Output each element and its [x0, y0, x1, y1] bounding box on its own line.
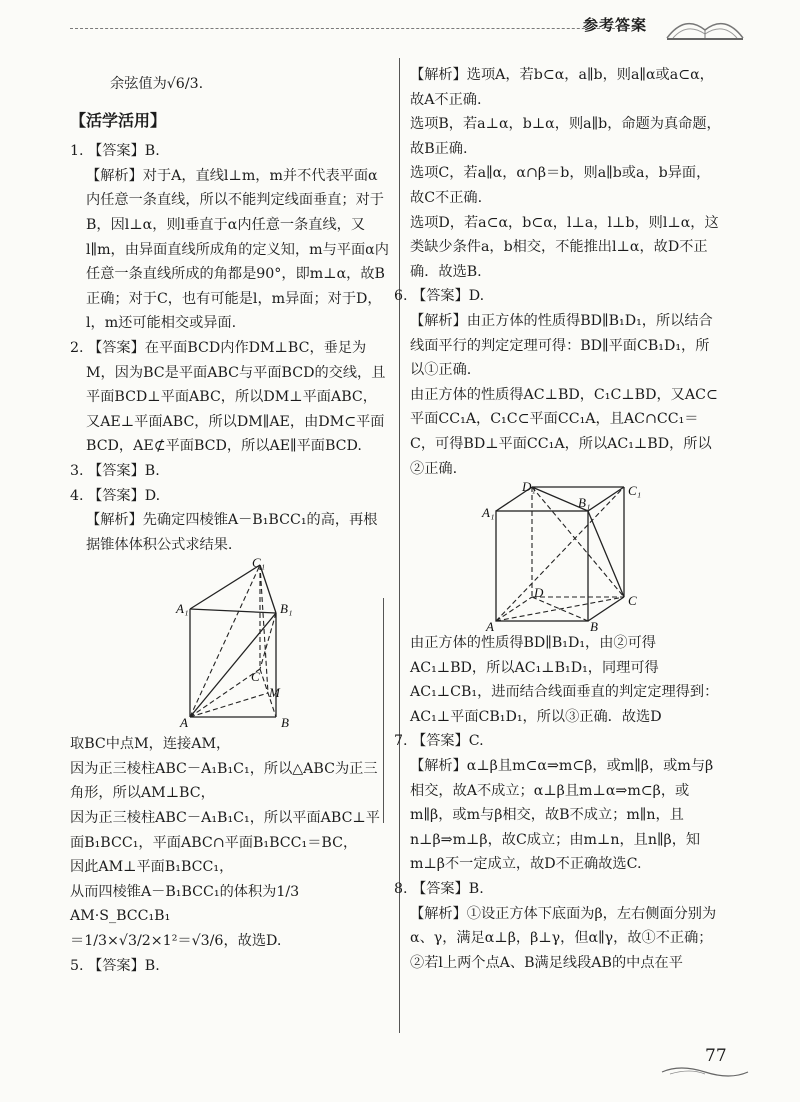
after-fig-3: 因为正三棱柱ABC－A₁B₁C₁，所以平面ABC⊥平面B₁BCC₁，平面ABC∩平面B₁BCC₁＝BC，: [70, 810, 380, 851]
prism-figure: [70, 557, 390, 732]
cube-figure: [410, 481, 722, 631]
label-b1: B₁: [280, 601, 293, 617]
page-ornament-icon: [660, 1064, 750, 1080]
label-a-cube: A: [486, 619, 494, 632]
label-a1-cube: A₁: [482, 505, 495, 521]
q5-analysis-b: 选项B，若a⊥α，b⊥α，则a∥b，命题为真命题，故B正确.: [410, 116, 721, 157]
q6-answer: 6. 【答案】D.: [394, 288, 485, 305]
q4-answer: 4. 【答案】D.: [70, 487, 161, 504]
header-title: 参考答案: [583, 16, 648, 34]
after-fig-4: 因此AM⊥平面B₁BCC₁，: [70, 859, 234, 876]
q8-answer: 8. 【答案】B.: [394, 881, 484, 898]
label-b-cube: B: [590, 619, 598, 632]
after-fig-5: 从而四棱锥A－B₁BCC₁的体积为1/3 AM·S_BCC₁B₁: [70, 883, 300, 925]
intro-line: 余弦值为√6/3.: [110, 76, 204, 92]
right-column: [394, 63, 722, 975]
q7-analysis: 【解析】α⊥β且m⊂α⇒m⊂β，或m∥β，或m与β相交，故A不成立；α⊥β且m⊥α⇒m⊂β，或m∥β，或m与β相交，故B不成立；m∥n，且n⊥β⇒m⊥β，故C成立；由m⊥n，且n∥β，知m⊥β不一定成立，故D不正确故选C.: [410, 758, 714, 873]
q6-para-2: 由正方体的性质得AC⊥BD，C₁C⊥BD，又AC⊂平面CC₁A，C₁C⊂平面CC₁A，且AC∩CC₁＝C，可得BD⊥平面CC₁A，所以AC₁⊥BD，所以②正确.: [410, 386, 718, 477]
label-b: B: [281, 715, 289, 731]
q5-analysis-c: 选项C，若a∥α，α∩β＝b，则a∥b或a，b异面，故C不正确.: [410, 165, 711, 206]
q1-answer: 1. 【答案】B.: [70, 143, 160, 160]
q8-para-2: ②若l上两个点A、B满足线段AB的中点在平: [410, 954, 683, 971]
q8-analysis: 【解析】①设正方体下底面为β，左右侧面分别为α、γ，满足α⊥β，β⊥γ，但α∥γ，故①不正确；: [410, 905, 717, 947]
label-c: C: [251, 669, 260, 685]
after-fig-6: ＝1/3×√3/2×1²＝√3/6，故选D.: [70, 933, 282, 950]
after-fig-2: 因为正三棱柱ABC－A₁B₁C₁，所以△ABC为正三角形，所以AM⊥BC，: [70, 760, 378, 802]
page-number: 77: [705, 1046, 727, 1066]
label-d: D: [534, 585, 544, 601]
book-ornament-icon: [665, 8, 745, 42]
q5-analysis-a: 【解析】选项A，若b⊂α，a∥b，则a∥α或a⊂α，故A不正确.: [410, 67, 714, 108]
q6-para-3: 由正方体的性质得BD∥B₁D₁，由②可得AC₁⊥BD，所以AC₁⊥B₁D₁，同理可得AC₁⊥CB₁，进而结合线面垂直的判定定理得到：AC₁⊥平面CB₁D₁，所以③正确．故选D: [410, 635, 719, 725]
label-d1: D₁: [522, 481, 536, 495]
q5-analysis-d: 选项D，若a⊂α，b⊂α，l⊥a，l⊥b，则l⊥α，这类缺少条件a，b相交，不能推出l⊥α，故D不正确．故选B.: [410, 214, 719, 280]
label-a1: A₁: [176, 601, 189, 617]
q4-analysis: 【解析】先确定四棱锥A－B₁BCC₁的高，再根据锥体体积公式求结果.: [86, 512, 378, 553]
q6-analysis: 【解析】由正方体的性质得BD∥B₁D₁，所以结合线面平行的判定定理可得：BD∥平面CB₁D₁，所以①正确.: [410, 312, 713, 379]
label-m: M: [269, 685, 280, 701]
q1-analysis: 【解析】对于A，直线l⊥m，m并不代表平面α内任意一条直线，所以不能判定线面垂直；对于B，因l⊥α，则l垂直于α内任意一条直线，又l∥m，由异面直线所成角的定义知，m与平面α内任意一条直线所成的角都是90°，即m⊥α，故B正确；对于C，也有可能是l，m异面；对于D，l，m还可能相交或异面.: [86, 167, 389, 332]
q2-answer: 2. 【答案】在平面BCD内作DM⊥BC，垂足为M，因为BC是平面ABC与平面BCD的交线，且平面BCD⊥平面ABC，所以DM⊥平面ABC，又AE⊥平面ABC，所以DM∥AE，由DM⊂平面BCD，AE⊄平面BCD，所以AE∥平面BCD.: [70, 339, 386, 455]
section-title: 【活学活用】: [70, 110, 167, 130]
q3-answer: 3. 【答案】B.: [70, 462, 160, 479]
label-a: A: [180, 715, 188, 731]
header-rule: [70, 28, 640, 29]
after-fig-1: 取BC中点M，连接AM，: [70, 736, 231, 753]
label-b1-cube: B₁: [578, 495, 591, 511]
left-column: [70, 72, 390, 978]
label-c1: C₁: [252, 557, 266, 571]
label-c-cube: C: [628, 593, 637, 609]
label-c1-cube: C₁: [628, 483, 642, 499]
q5-answer: 5. 【答案】B.: [70, 957, 160, 974]
q7-answer: 7. 【答案】C.: [394, 733, 484, 750]
